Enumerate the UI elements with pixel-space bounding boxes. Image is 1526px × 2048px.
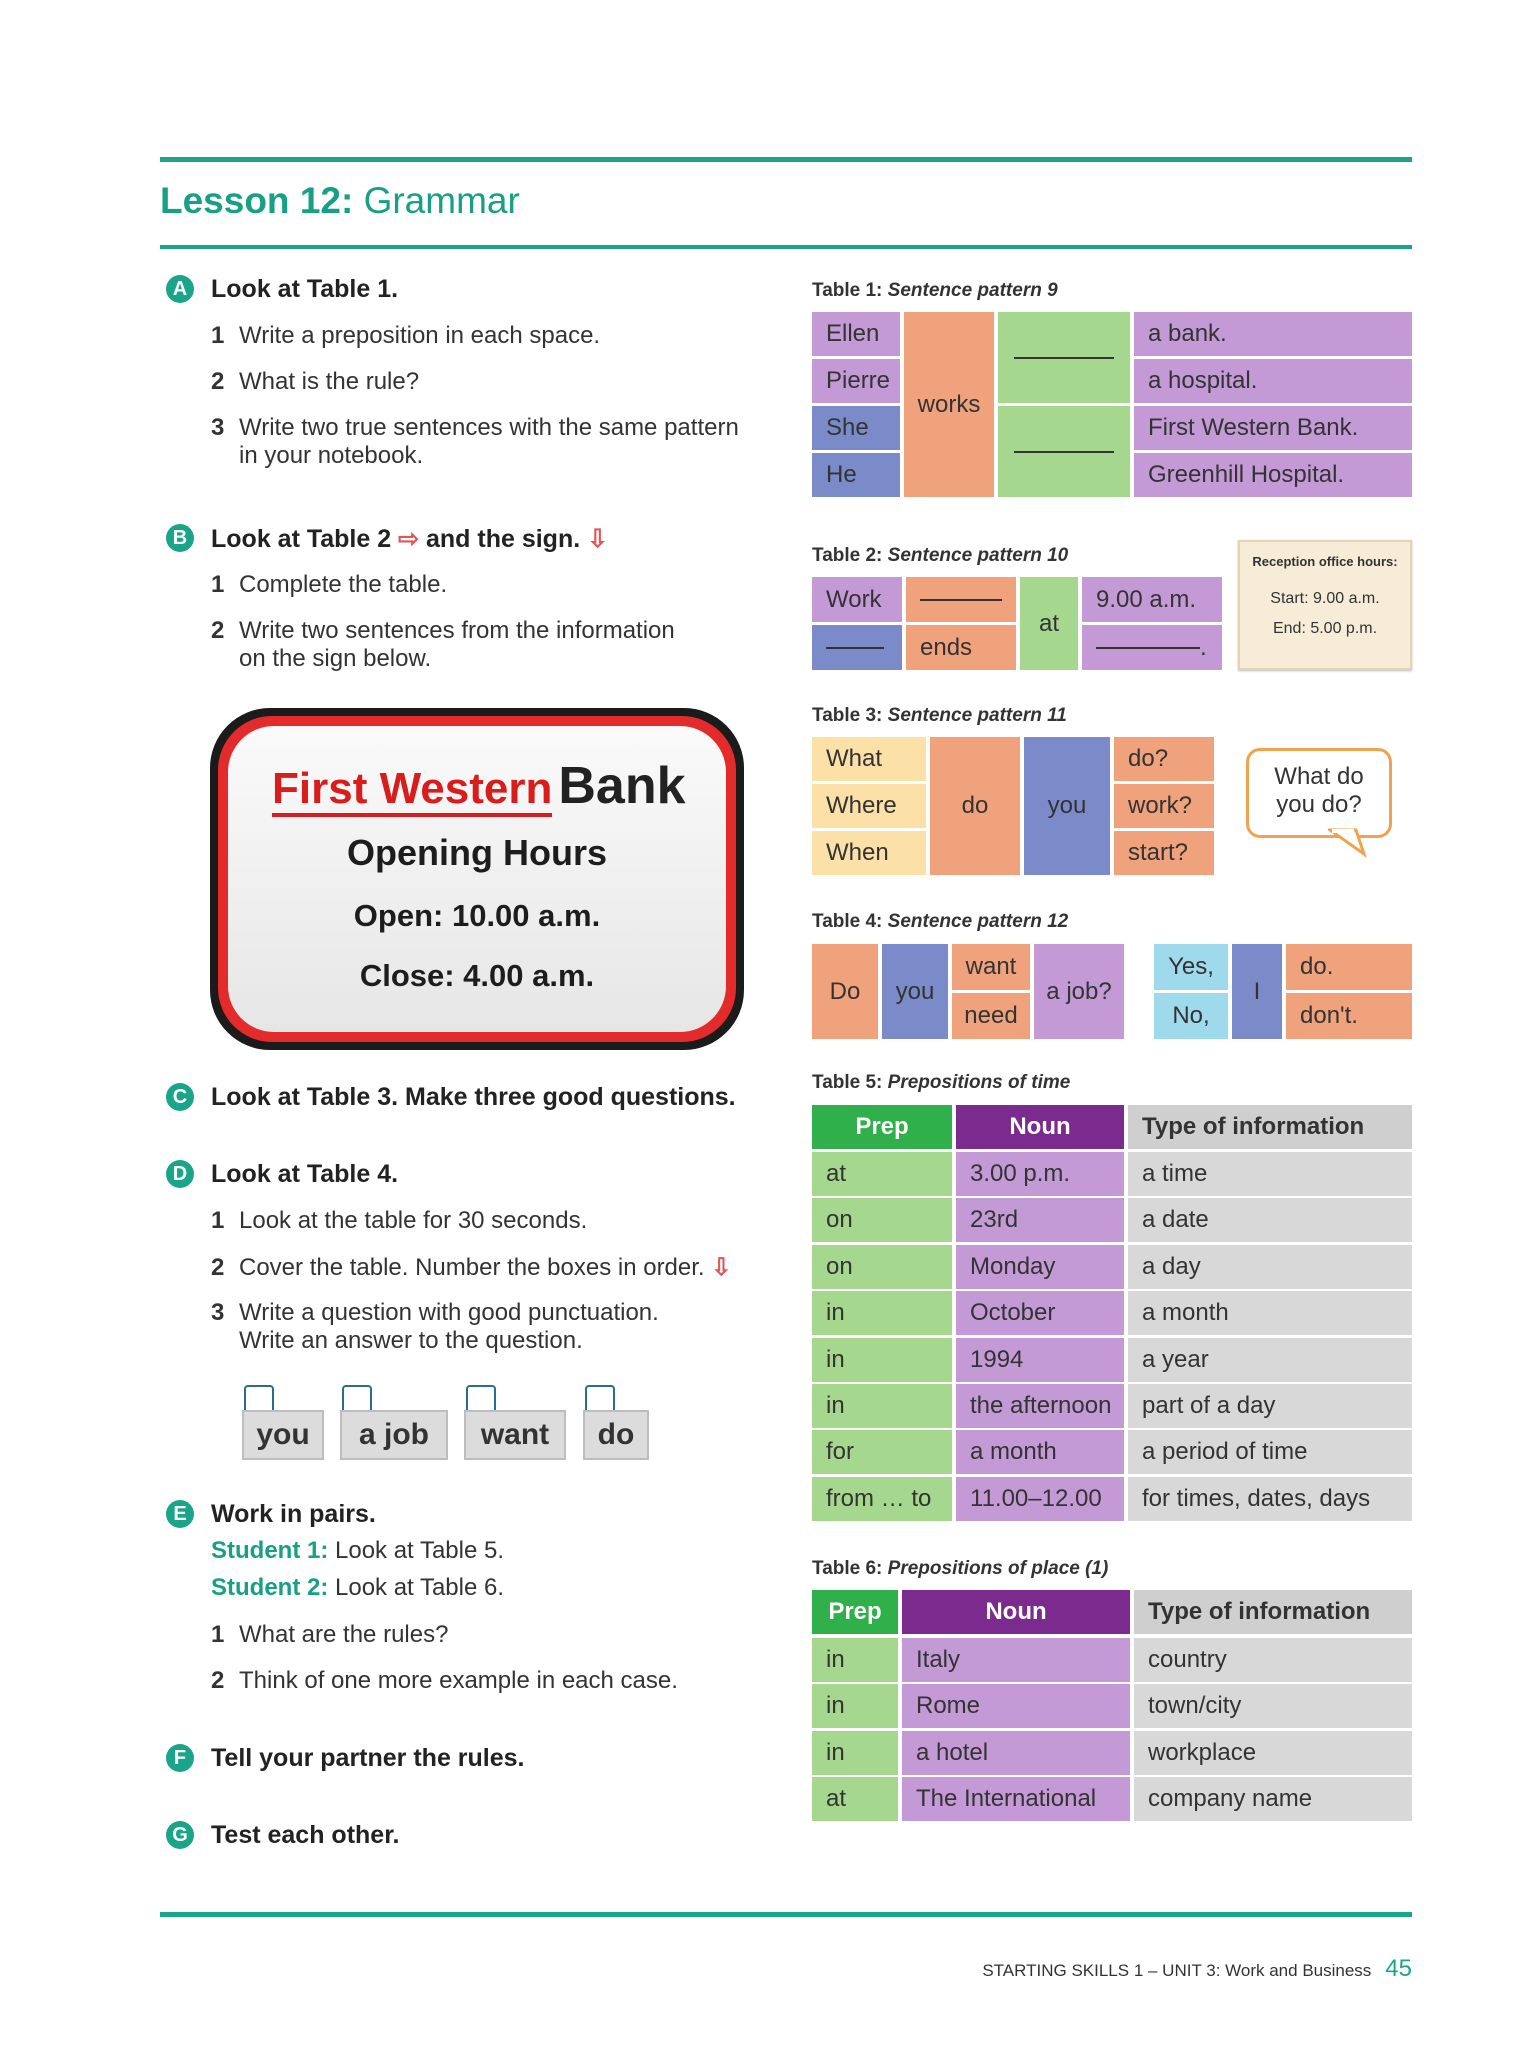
t5-cell: October [956, 1291, 1124, 1335]
bubble-line-2: you do? [1276, 791, 1362, 818]
t1-subject: Ellen [812, 312, 900, 356]
table-5-caption: Table 5: Prepositions of time [812, 1072, 1071, 1093]
t6-cell: in [812, 1684, 898, 1728]
section-a-title: Look at Table 1. [211, 275, 399, 303]
t4-object: a job? [1034, 944, 1124, 1039]
table-3-caption: Table 3: Sentence pattern 11 [812, 705, 1067, 726]
t4-answer-subject: I [1232, 944, 1282, 1039]
section-a-item-1: 1 Write a preposition in each space. [211, 322, 601, 349]
student-2-line: Student 2: Look at Table 6. [211, 1574, 505, 1601]
section-e-title: Work in pairs. [211, 1500, 376, 1528]
t1-blank-2 [998, 406, 1130, 497]
t6-cell: country [1134, 1638, 1412, 1682]
section-d-title: Look at Table 4. [211, 1160, 399, 1188]
t3-subject: you [1024, 737, 1110, 875]
section-b-title: Look at Table 2 ⇨ and the sign. ⇩ [211, 525, 609, 553]
section-e-item-1: 1 What are the rules? [211, 1621, 449, 1648]
t2-cell: Work [812, 577, 902, 622]
t5-cell: a year [1128, 1338, 1412, 1382]
word-box-you: you [242, 1410, 324, 1460]
section-a-badge: A [166, 275, 194, 303]
t6-cell: workplace [1134, 1731, 1412, 1775]
table-1-caption: Table 1: Sentence pattern 9 [812, 280, 1058, 301]
word-box-want: want [464, 1410, 566, 1460]
speech-bubble [1246, 748, 1392, 838]
t1-subject: Pierre [812, 359, 900, 403]
section-a-item-2: 2 What is the rule? [211, 368, 420, 395]
section-f-title: Tell your partner the rules. [211, 1744, 525, 1772]
table-6-caption: Table 6: Prepositions of place (1) [812, 1558, 1109, 1579]
section-b-item-1: 1 Complete the table. [211, 571, 448, 598]
section-g-title: Test each other. [211, 1821, 400, 1849]
t5-cell: for [812, 1430, 952, 1474]
t5-cell: a day [1128, 1245, 1412, 1289]
t1-subject: He [812, 453, 900, 497]
section-b-item-2: 2 Write two sentences from the information on the sign below. [211, 617, 675, 672]
bank-sign [210, 708, 744, 1050]
t4-answer: No, [1154, 993, 1228, 1039]
table-4-caption: Table 4: Sentence pattern 12 [812, 911, 1069, 932]
t5-cell: 11.00–12.00 [956, 1477, 1124, 1521]
t2-cell: ends [906, 625, 1016, 670]
t4-verb: want [952, 944, 1030, 990]
bubble-tail [1328, 828, 1368, 858]
bank-brand: First Western Bank [272, 757, 686, 815]
t6-cell: at [812, 1777, 898, 1821]
t3-wh: Where [812, 784, 926, 828]
t5-cell: in [812, 1338, 952, 1382]
notice-start: Start: 9.00 a.m. [1270, 590, 1380, 607]
t5-cell: part of a day [1128, 1384, 1412, 1428]
t5-header-type: Type of information [1128, 1105, 1412, 1149]
section-e-badge: E [166, 1500, 194, 1528]
t5-header-prep: Prep [812, 1105, 952, 1149]
t6-header-prep: Prep [812, 1590, 898, 1634]
t5-cell: a month [956, 1430, 1124, 1474]
t5-cell: 3.00 p.m. [956, 1152, 1124, 1196]
down-arrow-icon: ⇩ [711, 1254, 732, 1281]
sign-close: Close: 4.00 a.m. [359, 958, 595, 993]
t3-wh: What [812, 737, 926, 781]
t4-subject: you [882, 944, 948, 1039]
table-2-caption: Table 2: Sentence pattern 10 [812, 545, 1069, 566]
t1-subject: She [812, 406, 900, 450]
t5-cell: in [812, 1384, 952, 1428]
t5-cell: on [812, 1245, 952, 1289]
t4-answer: Yes, [1154, 944, 1228, 990]
down-arrow-icon: ⇩ [587, 525, 609, 553]
t5-cell: a date [1128, 1198, 1412, 1242]
t2-cell-blank [812, 625, 902, 670]
t6-cell: Rome [902, 1684, 1130, 1728]
student-1-line: Student 1: Look at Table 5. [211, 1537, 505, 1564]
t5-cell: on [812, 1198, 952, 1242]
t5-cell: 23rd [956, 1198, 1124, 1242]
page-title: Lesson 12: Grammar [160, 180, 520, 221]
t6-cell: Italy [902, 1638, 1130, 1682]
t1-object: First Western Bank. [1134, 406, 1412, 450]
t5-cell: a month [1128, 1291, 1412, 1335]
bubble-line-1: What do [1274, 763, 1364, 790]
section-d-badge: D [166, 1160, 194, 1188]
t6-header-type: Type of information [1134, 1590, 1412, 1634]
sign-heading: Opening Hours [347, 832, 607, 873]
section-d-item-3: 3 Write a question with good punctuation. Write an answer to the question. [211, 1299, 659, 1354]
notice-title: Reception office hours: [1252, 554, 1398, 569]
t5-cell: from … to [812, 1477, 952, 1521]
word-box-do: do [583, 1410, 649, 1460]
t1-object: a bank. [1134, 312, 1412, 356]
section-d-item-1: 1 Look at the table for 30 seconds. [211, 1207, 588, 1234]
t3-wh: When [812, 831, 926, 875]
notice-end: End: 5.00 p.m. [1272, 620, 1378, 637]
t5-cell: 1994 [956, 1338, 1124, 1382]
t1-object: a hospital. [1134, 359, 1412, 403]
t4-answer-verb: don't. [1286, 993, 1412, 1039]
t6-cell: in [812, 1731, 898, 1775]
section-b-badge: B [166, 524, 194, 552]
t5-cell: in [812, 1291, 952, 1335]
t4-answer-verb: do. [1286, 944, 1412, 990]
section-c-badge: C [166, 1083, 194, 1111]
section-e-item-2: 2 Think of one more example in each case. [211, 1667, 678, 1694]
t5-cell: for times, dates, days [1128, 1477, 1412, 1521]
section-c-title: Look at Table 3. Make three good questions. [211, 1083, 736, 1111]
t2-time: 9.00 a.m. [1082, 577, 1222, 622]
sign-open: Open: 10.00 a.m. [353, 898, 601, 933]
top-rule [160, 157, 1412, 162]
t6-cell: town/city [1134, 1684, 1412, 1728]
t5-cell: at [812, 1152, 952, 1196]
t4-verb: need [952, 993, 1030, 1039]
t2-at: at [1020, 577, 1078, 670]
t3-aux: do [930, 737, 1020, 875]
section-f-badge: F [166, 1744, 194, 1772]
bottom-rule [160, 1912, 1412, 1917]
footer: STARTING SKILLS 1 – UNIT 3: Work and Business 45 [982, 1955, 1412, 1982]
t2-cell-blank: . [1082, 625, 1222, 670]
right-arrow-icon: ⇨ [398, 525, 420, 553]
t6-cell: The International [902, 1777, 1130, 1821]
section-a-item-3: 3 Write two true sentences with the same pattern in your notebook. [211, 414, 739, 469]
section-g-badge: G [166, 1821, 194, 1849]
t1-blank-1 [998, 312, 1130, 403]
t6-cell: in [812, 1638, 898, 1682]
t5-cell: the afternoon [956, 1384, 1124, 1428]
reception-notice [1238, 540, 1412, 670]
title-rule [160, 245, 1412, 249]
t1-object: Greenhill Hospital. [1134, 453, 1412, 497]
t2-cell-blank [906, 577, 1016, 622]
page-number: 45 [1385, 1955, 1412, 1982]
t3-verb: do? [1114, 737, 1214, 781]
word-box-a-job: a job [340, 1410, 448, 1460]
t1-verb: works [904, 312, 994, 497]
t6-header-noun: Noun [902, 1590, 1130, 1634]
t4-aux: Do [812, 944, 878, 1039]
t3-verb: start? [1114, 831, 1214, 875]
t3-verb: work? [1114, 784, 1214, 828]
section-d-item-2: 2 Cover the table. Number the boxes in order. ⇩ [211, 1254, 732, 1281]
t5-header-noun: Noun [956, 1105, 1124, 1149]
t5-cell: Monday [956, 1245, 1124, 1289]
t6-cell: a hotel [902, 1731, 1130, 1775]
t6-cell: company name [1134, 1777, 1412, 1821]
t5-cell: a period of time [1128, 1430, 1412, 1474]
t5-cell: a time [1128, 1152, 1412, 1196]
